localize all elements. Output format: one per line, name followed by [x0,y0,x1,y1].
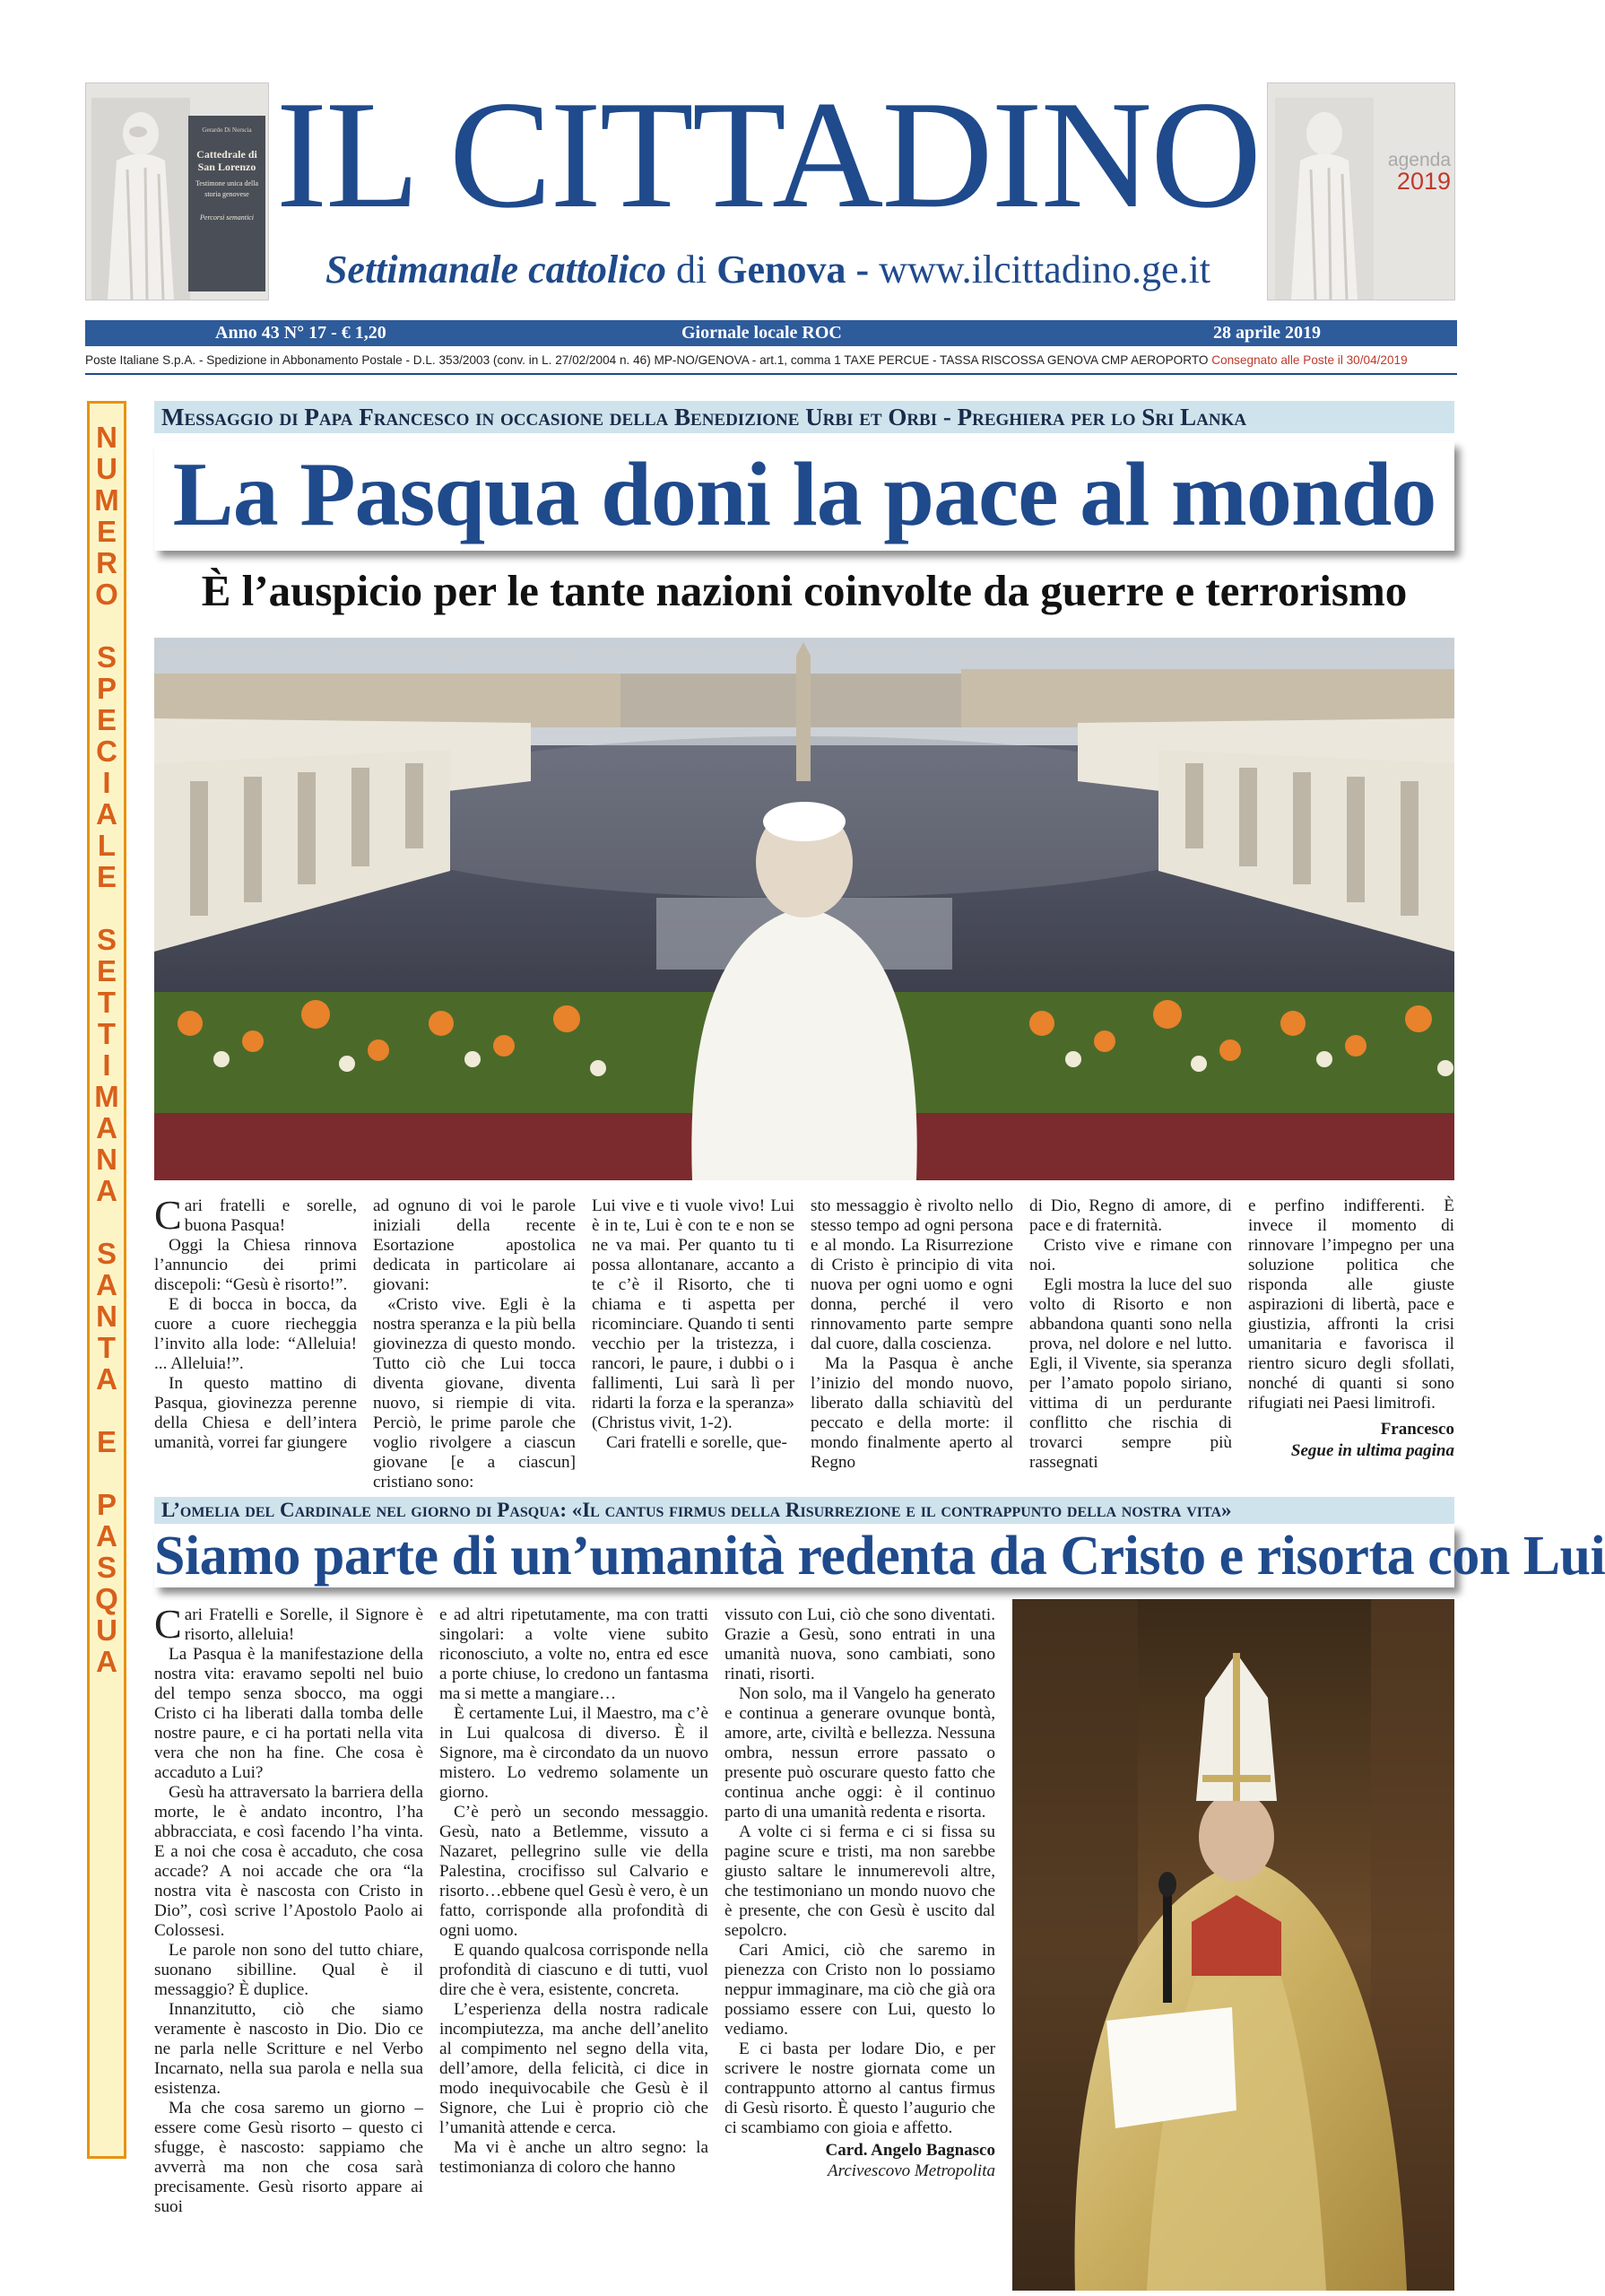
article1-column-1 [154,1192,357,1483]
article2-signature-role: Arcivescovo Metropolita [828,2161,995,2180]
article1-continue-link[interactable]: Segue in ultima pagina [1290,1441,1454,1460]
article1-col3-p2: Cari fratelli e sorelle, que- [606,1433,787,1452]
statue-image [1275,98,1374,300]
article2-signature: Card. Angelo Bagnasco [825,2141,995,2160]
article1-col1-p1: ari fratelli e sorelle, buona Pasqua! [184,1196,357,1235]
postal-text: Poste Italiane S.p.A. - Spedizione in Abbonamento Postale - D.L. 353/2003 (conv. in L. 27/02/2004 n. 46) MP-NO/GENOVA - art.1, comma 1 TAXE PERCUE - TASSA RISCOSSA GENOVA CMP AEROPORTO [85,353,1209,367]
pope-balcony-photo [154,638,1454,1180]
agenda-label [1388,152,1451,193]
article1-column-2 [373,1196,576,1492]
article2-column-3 [724,1605,995,2283]
book-title: Cattedrale di San Lorenzo [196,148,257,173]
sideband-word: S P E C I A L E [96,640,117,893]
subtitle-city: Genova [716,248,846,291]
postal-notice [85,352,1457,370]
issue-date: 28 aprile 2019 [1213,323,1321,343]
sideband-word: P A S Q U A [95,1488,118,1678]
special-issue-band [87,401,126,2159]
article1-col2-p2: «Cristo vive. Egli è la nostra speranza e la più bella giovinezza di questo mondo. Tutto ciò che Lui tocca diventa giovane, diventa nuovo, si riempie di vita. Perciò, le prime parole che voglio rivolgere a ciascun giovane [e a ciascun] cristiano sono: [373,1295,576,1492]
agenda-thumbnail[interactable] [1267,83,1455,300]
article2-col2-p3: C’è però un secondo messaggio. Gesù, nato a Betlemme, vissuto a Nazaret, pellegrino sulle vie della Palestina, crocifisso sul Calvario e risorto…ebbene quel Gesù è vero, è un fatto, corrisponde alla profondità di ogni uomo. [439,1803,708,1940]
subtitle-url-link[interactable]: www.ilcittadino.ge.it [879,248,1211,291]
article2-col3-p5: E ci basta per lodare Dio, e per scrivere le nostre giornata come un contrappunto attorno al cantus firmus di Gesù risorto. È questo l’augurio che ci scambiamo con gioia e affetto. [724,2039,995,2137]
subtitle-weekly: Settimanale cattolico [325,248,667,291]
article1-col4-p1: sto messaggio è rivolto nello stesso tempo ad ogni persona e al mondo. La Risurrezione di Cristo è principio di vita nuova per ogni uomo e ogni donna, perché il vero rinnovamento parte sempre dal cuore, dalla coscienza. [811,1196,1013,1353]
article1-col6-p1: e perfino indifferenti. È invece il momento di rinnovare l’impegno per una soluzione politica che risponda alle giuste aspirazioni di libertà, pace e giustizia, affronti la crisi umanitaria e favorisca il rientro sicuro degli sfollati, nonché di quanti si sono rifugiati nei Paesi limitrofi. [1248,1196,1454,1413]
subtitle-separator: - [846,248,880,291]
article2-column-2 [439,1605,708,2283]
local-newspaper-label: Giornale locale ROC [681,323,842,343]
article1-col5-p2: Cristo vive e rimane con noi. [1029,1236,1232,1274]
article1-column-3 [592,1196,794,1483]
article2-col1-p5: Innanzitutto, ciò che siamo veramente è nascosto in Dio. Dio ce ne parla nelle Scritture e nel Verbo Incarnato, nella sua parola e nella sua esistenza. [154,2000,423,2098]
article1-column-5 [1029,1196,1232,1483]
article1-col1-p4: In questo mattino di Pasqua, giovinezza perenne della Chiesa e dell’intera umanità, vorrei far giungere [154,1374,357,1452]
article1-col4-p2: Ma la Pasqua è anche l’inizio del mondo nuovo, liberato dalla schiavitù del peccato e della morte: il mondo finalmente aperto al Regno [811,1354,1013,1472]
article2-col1-p2: La Pasqua è la manifestazione della nostra vita: eravamo sepolti nel buio del tempo senza sbocco, ma oggi Cristo ci ha liberati dalla tomba delle nostre paure, e ci ha portati nella vita vera che non ha fine. Che cosa è accaduto a Lui? [154,1645,423,1782]
book-cover [188,116,265,291]
article2-col1-p4: Le parole non sono del tutto chiare, suonano sibilline. Qual è il messaggio? È duplice. [154,1941,423,1999]
article2-col1-p3: Gesù ha attraversato la barriera della morte, le è andato incontro, l’ha abbracciata, e così facendo l’ha vinta. E a noi che cosa è accaduto, che cosa accade? A noi accade che ora “la nostra vita è nascosta con Cristo in Dio”, così scrive l’Apostolo Paolo ai Colossesi. [154,1783,423,1940]
book-author: Gerardo Di Norscia [202,126,252,134]
sideband-word: E [96,1425,117,1458]
article1-headline[interactable]: La Pasqua doni la pace al mondo [154,441,1454,551]
newspaper-title: IL CITTADINO [275,70,1261,240]
postal-delivery-date: Consegnato alle Poste il 30/04/2019 [1208,353,1408,367]
article2-col1-p1: ari Fratelli e Sorelle, il Signore è risorto, alleluia! [184,1605,423,1644]
article1-kicker: Messaggio di Papa Francesco in occasione della Benedizione Urbi et Orbi - Preghiera per lo Sri Lanka [154,401,1454,433]
article1-col5-p3: Egli mostra la luce del suo volto di Risorto e non abbandona quanti sono nella prova, nel dolore e nel lutto. Egli, il Vivente, sia speranza per l’amato popolo siriano, vittima di un perdurante conflitto che rischia di trovarci sempre più rassegnati [1029,1275,1232,1472]
book-cover-thumbnail[interactable] [85,83,269,300]
article2-col3-p1: vissuto con Lui, ciò che sono diventati. Grazie a Gesù, sono entrati in una umanità nuova, sono cambiati, sono rinati, risorti. [724,1605,995,1683]
statue-image [91,98,190,300]
article1-col1-p2: Oggi la Chiesa rinnova l’annuncio dei primi discepoli: “Gesù è risorto!”. [154,1236,357,1294]
article1-dropcap: C [154,1192,182,1238]
article2-col2-p2: È certamente Lui, il Maestro, ma c’è in Lui qualcosa di diverso. È il Signore, ma è circondato da un nuovo mistero. Lo vedremo solamente un giorno. [439,1704,708,1802]
article2-kicker [154,1497,1454,1524]
article2-col2-p1: e ad altri ripetutamente, ma con tratti singolari: a volte viene subito riconosciuto, a volte no, entra ed esce a porte chiuse, lo credono un fantasma ma si mette a mangiare… [439,1605,708,1703]
agenda-word: agenda [1387,150,1451,170]
article2-kicker-lead: L’omelia del Cardinale nel giorno di Pasqua: [161,1499,567,1521]
sideband-word: S A N T A [96,1237,117,1396]
article1-col5-p1: di Dio, Regno di amore, di pace e di fraternità. [1029,1196,1232,1235]
article2-col2-p6: Ma vi è anche un altro segno: la testimonianza di coloro che hanno [439,2138,708,2177]
article2-col2-p5: L’esperienza della nostra radicale incompiutezza, ma anche dell’anelito al compimento nel segno della vita, dell’amore, della felicità, ci dice in modo inequivocabile che Gesù è il Signore, che Lui è proprio ciò che l’umanità attende e cerca. [439,2000,708,2137]
article2-dropcap: C [154,1601,182,1647]
newspaper-subtitle [269,247,1267,293]
sideband-word: N U M E R O [94,421,119,611]
article1-column-4 [811,1196,1013,1483]
subtitle-di: di [666,248,717,291]
agenda-year: 2019 [1396,168,1451,195]
article1-signature: Francesco [1380,1420,1454,1439]
article1-col1-p3: E di bocca in bocca, da cuore a cuore riecheggia l’invito alla lode: “Alleluia! ... Alleluia!”. [154,1295,357,1373]
issue-info-bar [85,320,1457,346]
sideband-word: S E T T I M A N A [94,923,119,1207]
cardinal-photo [1012,1599,1454,2291]
book-collection: Percorsi semantici [200,213,254,222]
article1-deck: È l’auspicio per le tante nazioni coinvolte da guerre e terrorismo [201,566,1408,615]
article1-col3-p1: Lui vive e ti vuole vivo! Lui è in te, Lui è con te e non se ne va mai. Per quanto tu ti possa allontanare, accanto a te c’è il Risorto, che ti chiama e ti aspetta per ricominciare. Quando ti senti vecchio per la tristezza, i rancori, le paure, i dubbi o i fallimenti, Lui sarà lì per ridarti la forza e la speranza» (Christus vivit, 1-2). [592,1196,794,1432]
book-subtitle: Testimone unica della storia genovese [195,179,259,198]
article2-col2-p4: E quando qualcosa corrisponde nella profondità di ciascuno e di tutti, vuol dire che è vera, esistente, concreta. [439,1941,708,1999]
article2-column-1 [154,1601,423,2283]
masthead-divider [85,373,1457,375]
article2-col3-p4: Cari Amici, ciò che saremo in pienezza con Cristo non lo possiamo neppur immaginare, ma ciò che già ora possiamo essere con Lui, questo lo vediamo. [724,1941,995,2039]
article1-col2-p1: ad ognuno di voi le parole iniziali della recente Esortazione apostolica dedicata in particolare ai giovani: [373,1196,576,1294]
article2-kicker-quote: «Il cantus firmus della Risurrezione e il contrappunto della nostra vita» [566,1499,1232,1521]
article2-col3-p2: Non solo, ma il Vangelo ha generato e continua a generare ovunque bontà, amore, arte, civiltà e bellezza. Nessuna ombra, nessun errore passato o presente può oscurare questo fatto che continua anche oggi: è il continuo parto di una umanità redenta e risorta. [724,1684,995,1822]
issue-number: Anno 43 N° 17 - € 1,20 [215,323,386,343]
article2-headline[interactable]: Siamo parte di un’umanità redenta da Cristo e risorta con Lui [154,1526,1605,1587]
article2-col1-p6: Ma che cosa saremo un giorno – essere come Gesù risorto – questo ci sfugge, è nascosto: sappiamo che avverrà ma non che cosa sarà precisamente. Gesù risorto appare ai suoi [154,2099,423,2216]
article1-column-6 [1248,1196,1454,1492]
article2-col3-p3: A volte ci si ferma e ci si fissa su pagine scure e tristi, ma non sarebbe giusto saltare le innumerevoli altre, che testimoniano un mondo nuovo che è presente, che con Gesù è uscito dal sepolcro. [724,1822,995,1940]
